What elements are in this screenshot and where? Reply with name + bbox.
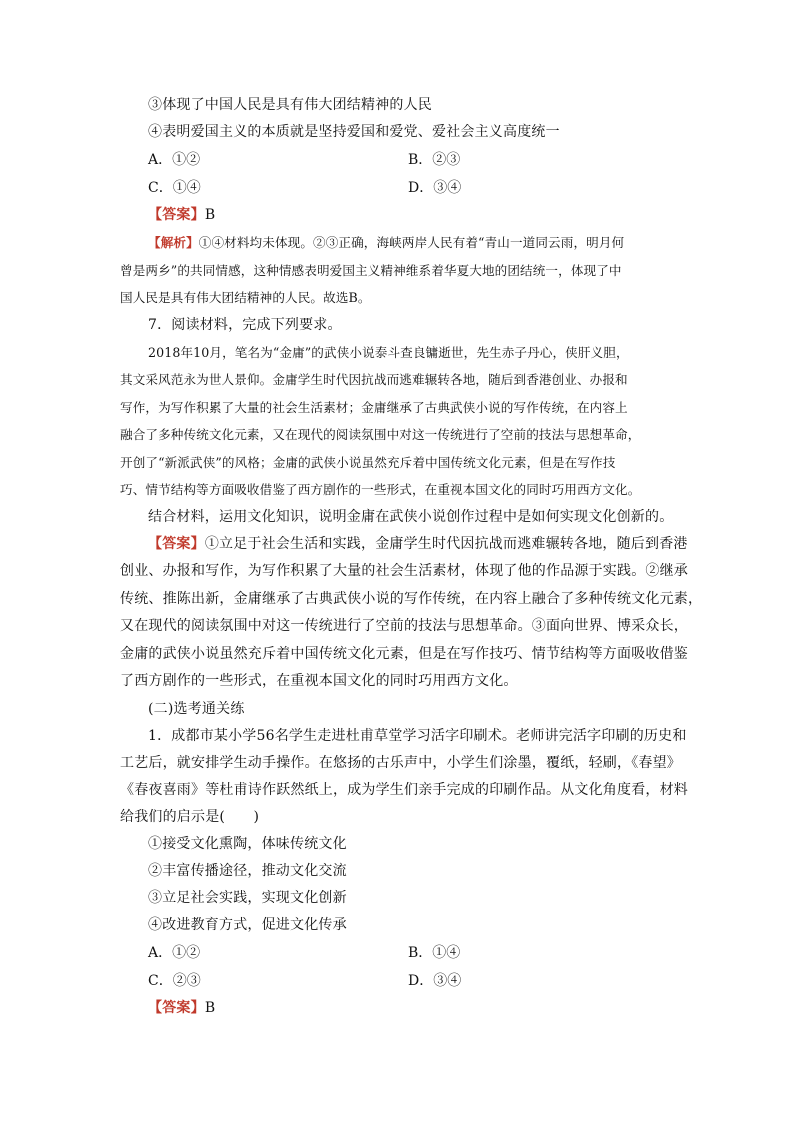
s2-option-b: B．①④	[408, 944, 461, 961]
q7-material-line-3: 写作，为写作积累了大量的社会生活素材；金庸继承了古典武侠小说的写作传统，在内容上	[120, 399, 628, 415]
q7-answer-line-1	[120, 531, 688, 559]
answer-value: B	[204, 207, 216, 223]
s2-item-1: ①接受文化熏陶，体味传统文化	[148, 835, 347, 852]
s2-item-3: ③立足社会实践，实现文化创新	[148, 889, 347, 906]
q7-answer-line-2: 创业、办报和写作，为写作积累了大量的社会生活素材，体现了他的作品源于实践。②继承	[120, 563, 688, 579]
q7-answer-line-5: 金庸的武侠小说虽然充斥着中国传统文化元素，但是在写作技巧、情节结构等方面吸收借鉴	[120, 645, 688, 662]
q7-answer-block	[120, 531, 703, 696]
q7-material-line-6: 巧、情节结构等方面吸收借鉴了西方剧作的一些形式，在重视本国文化的同时巧用西方文化。	[120, 482, 641, 497]
s2-q1-line-2: 工艺后，就安排学生动手操作。在悠扬的古乐声中，小学生们涂墨，覆纸，轻刷，《春望》	[120, 754, 681, 771]
s2-item-4: ④改进教育方式，促进文化传承	[148, 916, 347, 933]
q7-material-line-2: 其文采风范永为世人景仰。金庸学生时代因抗战而逃难辗转各地，随后到香港创业、办报和	[120, 372, 628, 387]
q7-question: 结合材料，运用文化知识，说明金庸在武侠小说创作过程中是如何实现文化创新的。	[148, 508, 674, 525]
q7-answer-line-3: 传统、推陈出新，金庸继承了古典武侠小说的写作传统，在内容上融合了多种传统文化元素，	[120, 590, 703, 607]
q6-analysis-line-3: 国人民是具有伟大团结精神的人民。故选B。	[120, 290, 371, 305]
q6-item-4: ④表明爱国主义的本质就是坚持爱国和爱党、爱社会主义高度统一	[148, 124, 560, 140]
q7-material-line-1: 2018年10月，笔名为“金庸”的武侠小说泰斗查良镛逝世，先生赤子丹心，侠肝义胆，	[148, 344, 629, 360]
q7-answer-line-4: 又在现代的阅读氛围中对这一传统进行了空前的技法与思想革命。③面向世界、博采众长，	[120, 618, 688, 634]
s2-item-2: ②丰富传播途径，推动文化交流	[148, 862, 347, 879]
s2-q1-line-3: 《春夜喜雨》等杜甫诗作跃然纸上，成为学生们亲手完成的印刷作品。从文化角度看，材料	[120, 781, 688, 798]
answer-tag: 【答案】	[148, 999, 205, 1016]
q7-material-line-5: 开创了“新派武侠”的风格；金庸的武侠小说虽然充斥着中国传统文化元素，但是在写作技	[120, 454, 616, 470]
q6-option-d: D．③④	[408, 180, 462, 196]
s2-options-row-1	[120, 939, 680, 967]
answer-text: ①立足于社会生活和实践，金庸学生时代因抗战而逃难辗转各地，随后到香港	[204, 535, 688, 552]
s2-option-c: C．②③	[148, 972, 201, 989]
q6-option-c: C．①④	[148, 180, 201, 196]
answer-tag: 【答案】	[148, 207, 205, 223]
answer-tag: 【答案】	[148, 535, 205, 552]
q6-analysis-line-1	[120, 229, 680, 257]
document-page	[120, 92, 703, 1022]
q6-options-row-2	[120, 174, 680, 202]
s2-answer	[120, 995, 680, 1022]
s2-options-row-2	[120, 967, 680, 995]
q6-options-row-1	[120, 146, 680, 174]
answer-value: B	[204, 999, 216, 1016]
q6-option-b: B．②③	[408, 152, 461, 168]
s2-option-a: A．①②	[148, 944, 201, 961]
analysis-text: ①④材料均未体现。②③正确，海峡两岸人民有着“青山一道同云雨，明月何	[198, 235, 625, 250]
q6-answer	[120, 202, 680, 229]
q7-answer-line-6: 了西方剧作的一些形式，在重视本国文化的同时巧用西方文化。	[120, 673, 518, 689]
q7-stem: 7．阅读材料，完成下列要求。	[148, 316, 342, 333]
s2-q1-line-1: 1．成都市某小学56名学生走进杜甫草堂学习活字印刷术。老师讲完活字印刷的历史和	[148, 727, 687, 744]
q6-option-a: A．①②	[148, 152, 201, 168]
analysis-tag: 【解析】	[148, 235, 199, 250]
section-title: (二)选考通关练	[148, 700, 245, 717]
q6-analysis-line-2: 曾是两乡”的共同情感，这种情感表明爱国主义精神维系着华夏大地的团结统一，体现了中	[120, 262, 622, 278]
q7-material-line-4: 融合了多种传统文化元素，又在现代的阅读氛围中对这一传统进行了空前的技法与思想革命，	[120, 427, 641, 442]
s2-q1-line-4: 给我们的启示是( )	[120, 808, 260, 825]
s2-option-d: D．③④	[408, 972, 462, 989]
q6-item-3: ③体现了中国人民是具有伟大团结精神的人民	[148, 97, 432, 113]
